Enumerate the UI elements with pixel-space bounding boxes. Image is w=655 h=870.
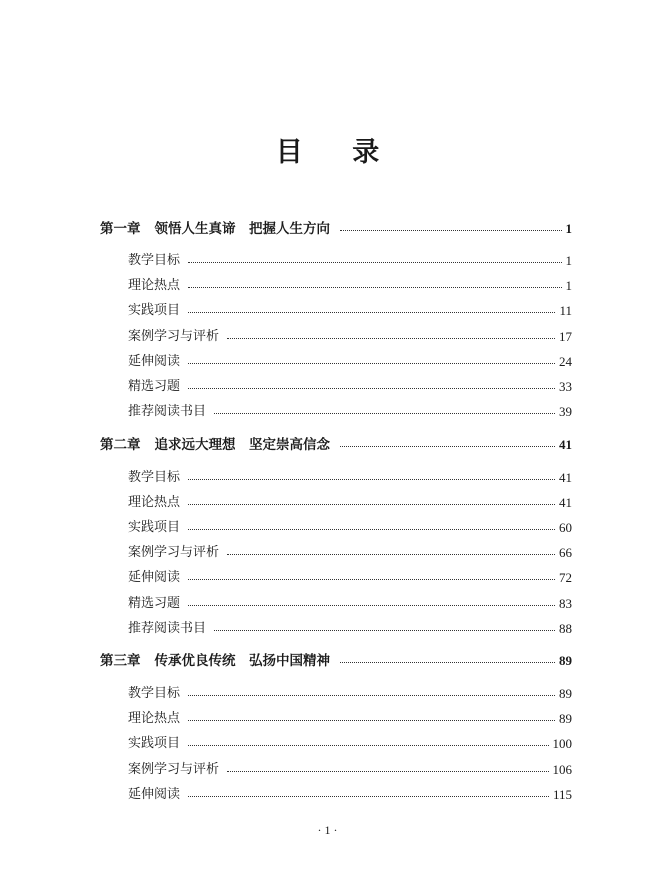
dot-leader: [340, 219, 562, 239]
dot-leader: [188, 518, 555, 538]
toc-section[interactable]: [128, 760, 572, 780]
dot-leader: [188, 785, 549, 805]
section-title: 教学目标: [128, 253, 181, 268]
page-number: 41: [559, 437, 572, 452]
toc-section[interactable]: [128, 377, 572, 397]
page-number: 115: [552, 787, 572, 802]
dot-leader: [188, 301, 555, 321]
page-number: 1: [565, 278, 572, 293]
section-title: 实践项目: [128, 520, 181, 535]
dot-leader: [188, 684, 555, 704]
page-number: 11: [559, 303, 572, 318]
chapter-title: 传承优良传统 弘扬中国精神: [154, 653, 330, 669]
chapter-number: 第二章: [100, 437, 141, 453]
section-title: 教学目标: [128, 686, 181, 701]
dot-leader: [188, 734, 548, 754]
dot-leader: [214, 402, 555, 422]
page-number: 33: [559, 379, 572, 394]
section-title: 案例学习与评析: [128, 329, 220, 344]
section-title: 延伸阅读: [128, 354, 181, 369]
dot-leader: [340, 435, 555, 455]
section-title: 精选习题: [128, 379, 181, 394]
section-title: 案例学习与评析: [128, 762, 220, 777]
page-number: 1: [565, 253, 572, 268]
page-number: 24: [559, 354, 572, 369]
page-folio: · 1 ·: [317, 823, 338, 837]
dot-leader: [340, 651, 555, 671]
page-number: 106: [552, 762, 572, 777]
page-number: 72: [559, 570, 572, 585]
section-title: 理论热点: [128, 278, 181, 293]
dot-leader: [188, 468, 555, 488]
dot-leader: [227, 327, 555, 347]
section-title: 理论热点: [128, 495, 181, 510]
toc-section[interactable]: [128, 276, 572, 296]
toc-section[interactable]: [128, 301, 572, 321]
toc-section[interactable]: [128, 518, 572, 538]
section-title: 实践项目: [128, 736, 181, 751]
dot-leader: [188, 352, 555, 372]
section-title: 延伸阅读: [128, 787, 181, 802]
dot-leader: [188, 594, 555, 614]
page-number: 1: [565, 221, 572, 236]
page-number: 89: [559, 653, 572, 668]
toc-section[interactable]: [128, 709, 572, 729]
chapter-number: 第一章: [100, 221, 141, 237]
chapter-title: 领悟人生真谛 把握人生方向: [154, 221, 330, 237]
page-number: 89: [559, 686, 572, 701]
chapter-title: 追求远大理想 坚定崇高信念: [154, 437, 330, 453]
toc-section[interactable]: [128, 785, 572, 805]
page-number: 100: [552, 736, 572, 751]
section-title: 延伸阅读: [128, 570, 181, 585]
dot-leader: [214, 619, 555, 639]
section-title: 理论热点: [128, 711, 181, 726]
section-title: 教学目标: [128, 470, 181, 485]
section-title: 实践项目: [128, 303, 181, 318]
page-number: 89: [559, 711, 572, 726]
toc-chapter-1[interactable]: [100, 219, 572, 239]
section-title: 推荐阅读书目: [128, 621, 207, 636]
toc-section[interactable]: [128, 493, 572, 513]
page-number: 83: [559, 596, 572, 611]
toc-section[interactable]: [128, 251, 572, 271]
dot-leader: [188, 251, 561, 271]
section-title: 精选习题: [128, 596, 181, 611]
dot-leader: [227, 543, 555, 563]
dot-leader: [188, 276, 561, 296]
page-number: 60: [559, 520, 572, 535]
dot-leader: [227, 760, 548, 780]
page-number: 17: [559, 329, 572, 344]
dot-leader: [188, 709, 555, 729]
toc-section[interactable]: [128, 402, 572, 422]
page-number: 88: [559, 621, 572, 636]
toc-section[interactable]: [128, 543, 572, 563]
section-title: 推荐阅读书目: [128, 404, 207, 419]
toc-section[interactable]: [128, 468, 572, 488]
page-title: 目 录: [275, 137, 400, 168]
toc-chapter-2[interactable]: [100, 435, 572, 455]
toc-section[interactable]: [128, 327, 572, 347]
dot-leader: [188, 377, 555, 397]
page-number: 66: [559, 545, 572, 560]
chapter-number: 第三章: [100, 653, 141, 669]
page-number: 39: [559, 404, 572, 419]
toc-section[interactable]: [128, 684, 572, 704]
toc-section[interactable]: [128, 619, 572, 639]
section-title: 案例学习与评析: [128, 545, 220, 560]
dot-leader: [188, 568, 555, 588]
dot-leader: [188, 493, 555, 513]
page-number: 41: [559, 495, 572, 510]
toc-section[interactable]: [128, 352, 572, 372]
toc-section[interactable]: [128, 734, 572, 754]
toc-section[interactable]: [128, 568, 572, 588]
page-number: 41: [559, 470, 572, 485]
toc-chapter-3[interactable]: [100, 651, 572, 671]
toc-section[interactable]: [128, 594, 572, 614]
